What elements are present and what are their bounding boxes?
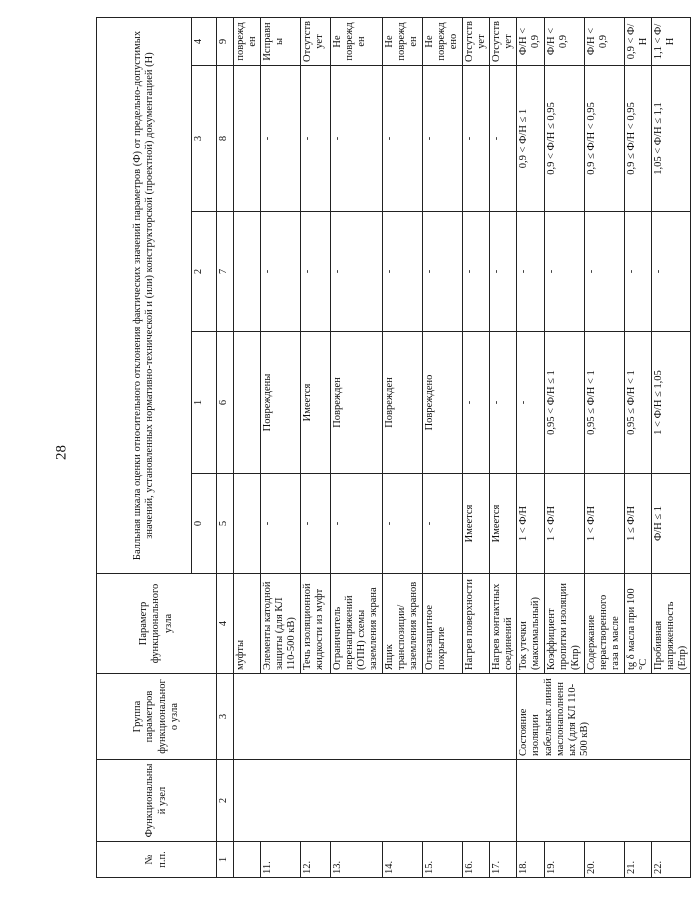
score-header-4: 4 — [192, 17, 217, 65]
row-score-3 — [234, 66, 261, 212]
header-node: Функциональный узел — [97, 760, 217, 842]
row-score-3: - — [490, 66, 517, 212]
row-param: Огнезащитное покрытие — [423, 574, 463, 674]
row-score-0 — [234, 474, 261, 574]
assessment-table — [96, 17, 691, 878]
row-score-2: - — [584, 212, 624, 332]
row-score-3: - — [463, 66, 490, 212]
row-score-2: - — [383, 212, 423, 332]
score-header-2: 2 — [192, 212, 217, 332]
column-numbers-row — [217, 17, 234, 877]
row-score-1: Повреждены — [261, 332, 301, 474]
row-score-1: Имеется — [301, 332, 331, 474]
row-num — [234, 842, 261, 878]
row-score-1: Повреждено — [423, 332, 463, 474]
row-score-3: 0,9 < Ф/Н ≤ 1 — [517, 66, 544, 212]
row-num: 13. — [331, 842, 383, 878]
row-score-0: 1 < Ф/Н — [517, 474, 544, 574]
row-score-3: 1,05 < Ф/Н ≤ 1,1 — [651, 66, 690, 212]
row-score-2: - — [331, 212, 383, 332]
row-score-3: - — [331, 66, 383, 212]
row-node — [234, 760, 517, 842]
row-num: 20. — [584, 842, 624, 878]
row-param: Ограничитель перенапряжений (ОПН) схемы заземления экрана — [331, 574, 383, 674]
col-number: 3 — [217, 674, 234, 760]
row-score-0: - — [261, 474, 301, 574]
table-row — [517, 17, 544, 877]
row-score-1: 0,95 ≤ Ф/Н < 1 — [624, 332, 651, 474]
col-number: 5 — [217, 474, 234, 574]
row-param: Пробивная напряженность (Епр) — [651, 574, 690, 674]
row-score-2: - — [423, 212, 463, 332]
row-score-1: - — [517, 332, 544, 474]
col-number: 7 — [217, 212, 234, 332]
row-param: Содержание нерастворенного газа в масле — [584, 574, 624, 674]
row-param: Элементы катодной защиты (для КЛ 110-500 кВ) — [261, 574, 301, 674]
row-score-0: Имеется — [463, 474, 490, 574]
row-score-2: - — [651, 212, 690, 332]
row-score-4: 0,9 < Ф/Н — [624, 17, 651, 65]
col-number: 4 — [217, 574, 234, 674]
row-score-1: 0,95 < Ф/Н ≤ 1 — [544, 332, 584, 474]
row-param: Ток утечки (максимальный) — [517, 574, 544, 674]
row-score-0: Ф/Н ≤ 1 — [651, 474, 690, 574]
row-score-4: Не поврежден — [383, 17, 423, 65]
row-num: 11. — [261, 842, 301, 878]
row-score-3: 0,9 < Ф/Н ≤ 0,95 — [544, 66, 584, 212]
row-score-2: - — [490, 212, 517, 332]
row-score-2: - — [544, 212, 584, 332]
row-score-3: - — [383, 66, 423, 212]
row-param: Коэффициент пропитки изоляции (Кпр) — [544, 574, 584, 674]
row-score-4: 1,1 < Ф/Н — [651, 17, 690, 65]
row-score-4: Отсутствует — [490, 17, 517, 65]
row-score-0: - — [383, 474, 423, 574]
row-score-1 — [234, 332, 261, 474]
row-num: 14. — [383, 842, 423, 878]
header-group: Группа параметров функционального узла — [97, 674, 217, 760]
row-num: 12. — [301, 842, 331, 878]
row-param: tg δ масла при 100 °С — [624, 574, 651, 674]
row-score-0: - — [423, 474, 463, 574]
row-score-0: - — [331, 474, 383, 574]
row-score-1: - — [463, 332, 490, 474]
rotated-table-container — [96, 18, 688, 878]
row-score-4: Исправны — [261, 17, 301, 65]
header-row — [97, 17, 192, 877]
header-param: Параметр функционального узла — [97, 574, 217, 674]
row-num: 22. — [651, 842, 690, 878]
row-score-1: Поврежден — [331, 332, 383, 474]
row-num: 19. — [544, 842, 584, 878]
row-group — [234, 674, 517, 760]
row-score-4: Не поврежден — [331, 17, 383, 65]
page-number: 28 — [53, 445, 70, 460]
score-header-1: 1 — [192, 332, 217, 474]
row-score-1: - — [490, 332, 517, 474]
row-group: Состояние изоляции кабельных линий маслонаполненных (для КЛ 110-500 кВ) — [517, 674, 690, 760]
row-score-1: 0,95 ≤ Ф/Н < 1 — [584, 332, 624, 474]
row-score-2: - — [261, 212, 301, 332]
col-number: 6 — [217, 332, 234, 474]
row-score-3: - — [301, 66, 331, 212]
row-score-4: Ф/Н < 0,9 — [517, 17, 544, 65]
row-score-0: 1 < Ф/Н — [584, 474, 624, 574]
row-score-2: - — [517, 212, 544, 332]
col-number: 1 — [217, 842, 234, 878]
header-num: № п.п. — [97, 842, 217, 878]
row-score-0: 1 ≤ Ф/Н — [624, 474, 651, 574]
row-score-4: Отсутствует — [463, 17, 490, 65]
header-scale: Балльная шкала оценки относительного отклонения фактических значений параметров (Ф) от предельно-допустимых значений, установленных нормативно-технической и (или) конструкторской (проектной) документацией (Н) — [97, 17, 192, 573]
col-number: 9 — [217, 17, 234, 65]
row-score-0: Имеется — [490, 474, 517, 574]
row-score-3: 0,9 ≤ Ф/Н < 0,95 — [624, 66, 651, 212]
row-score-2: - — [624, 212, 651, 332]
row-score-0: 1 < Ф/Н — [544, 474, 584, 574]
row-score-4: Ф/Н < 0,9 — [544, 17, 584, 65]
row-param: Течь изоляционной жидкости из муфт — [301, 574, 331, 674]
score-header-0: 0 — [192, 474, 217, 574]
row-node — [517, 760, 690, 842]
row-score-2: - — [463, 212, 490, 332]
score-header-3: 3 — [192, 66, 217, 212]
row-param: Ящик транспозиции/ заземления экранов — [383, 574, 423, 674]
col-number: 8 — [217, 66, 234, 212]
row-score-4: поврежден — [234, 17, 261, 65]
row-score-2 — [234, 212, 261, 332]
row-param: муфты — [234, 574, 261, 674]
row-param: Нагрев поверхности — [463, 574, 490, 674]
col-number: 2 — [217, 760, 234, 842]
row-score-1: 1 < Ф/Н ≤ 1,05 — [651, 332, 690, 474]
row-param: Нагрев контактных соединений — [490, 574, 517, 674]
row-num: 21. — [624, 842, 651, 878]
row-score-2: - — [301, 212, 331, 332]
row-score-3: 0,9 ≤ Ф/Н < 0,95 — [584, 66, 624, 212]
row-score-4: Ф/Н < 0,9 — [584, 17, 624, 65]
table-row — [234, 17, 261, 877]
row-score-1: Поврежден — [383, 332, 423, 474]
row-score-3: - — [423, 66, 463, 212]
row-score-0: - — [301, 474, 331, 574]
row-score-4: Не повреждено — [423, 17, 463, 65]
row-score-3: - — [261, 66, 301, 212]
row-score-4: Отсутствует — [301, 17, 331, 65]
row-num: 16. — [463, 842, 490, 878]
row-num: 18. — [517, 842, 544, 878]
row-num: 15. — [423, 842, 463, 878]
row-num: 17. — [490, 842, 517, 878]
